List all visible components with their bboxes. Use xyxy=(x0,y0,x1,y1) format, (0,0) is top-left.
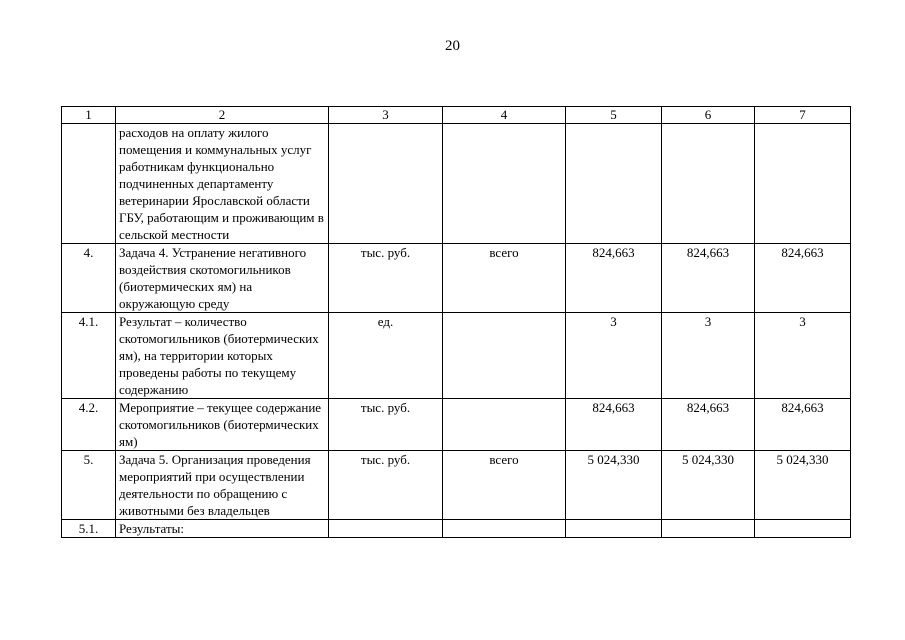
row-number: 5.1. xyxy=(62,520,116,538)
column-header-7: 7 xyxy=(755,107,851,124)
column-header-1: 1 xyxy=(62,107,116,124)
row-unit xyxy=(329,124,443,244)
column-header-5: 5 xyxy=(566,107,662,124)
row-value-7: 824,663 xyxy=(755,399,851,451)
row-source xyxy=(443,399,566,451)
row-name: Задача 5. Организация проведения мероприятий при осуществлении деятельности по обращению с животными без владельцев xyxy=(116,451,329,520)
row-unit xyxy=(329,520,443,538)
table-row xyxy=(62,124,851,244)
row-unit: ед. xyxy=(329,313,443,399)
column-header-4: 4 xyxy=(443,107,566,124)
row-name: Результат – количество скотомогильников (биотермических ям), на территории которых проведены работы по текущему содержанию xyxy=(116,313,329,399)
row-value-6: 824,663 xyxy=(662,399,755,451)
row-source xyxy=(443,313,566,399)
row-unit: тыс. руб. xyxy=(329,451,443,520)
row-value-5: 824,663 xyxy=(566,244,662,313)
row-value-6 xyxy=(662,124,755,244)
row-value-7 xyxy=(755,124,851,244)
row-number: 4. xyxy=(62,244,116,313)
row-source xyxy=(443,124,566,244)
row-number: 4.1. xyxy=(62,313,116,399)
row-value-7: 5 024,330 xyxy=(755,451,851,520)
row-name: Результаты: xyxy=(116,520,329,538)
row-value-7: 824,663 xyxy=(755,244,851,313)
row-unit: тыс. руб. xyxy=(329,244,443,313)
row-value-6 xyxy=(662,520,755,538)
table-row xyxy=(62,313,851,399)
row-value-6: 824,663 xyxy=(662,244,755,313)
column-header-2: 2 xyxy=(116,107,329,124)
row-name: Задача 4. Устранение негативного воздействия скотомогильников (биотермических ям) на окружающую среду xyxy=(116,244,329,313)
table-row xyxy=(62,520,851,538)
row-name: расходов на оплату жилого помещения и коммунальных услуг работникам функционально подчиненных департаменту ветеринарии Ярославской области ГБУ, работающим и проживающим в сельской местности xyxy=(116,124,329,244)
row-value-7: 3 xyxy=(755,313,851,399)
row-value-5: 824,663 xyxy=(566,399,662,451)
row-number: 4.2. xyxy=(62,399,116,451)
row-name: Мероприятие – текущее содержание скотомогильников (биотермических ям) xyxy=(116,399,329,451)
row-value-6: 5 024,330 xyxy=(662,451,755,520)
row-unit: тыс. руб. xyxy=(329,399,443,451)
program-table xyxy=(61,106,851,538)
row-number: 5. xyxy=(62,451,116,520)
row-number xyxy=(62,124,116,244)
table-row xyxy=(62,399,851,451)
row-value-6: 3 xyxy=(662,313,755,399)
table-row xyxy=(62,244,851,313)
row-source: всего xyxy=(443,451,566,520)
row-value-5 xyxy=(566,124,662,244)
row-value-5: 5 024,330 xyxy=(566,451,662,520)
column-header-3: 3 xyxy=(329,107,443,124)
row-source xyxy=(443,520,566,538)
header-row xyxy=(62,107,851,124)
table-row xyxy=(62,451,851,520)
row-value-7 xyxy=(755,520,851,538)
row-value-5 xyxy=(566,520,662,538)
row-source: всего xyxy=(443,244,566,313)
page-number: 20 xyxy=(445,38,460,54)
column-header-6: 6 xyxy=(662,107,755,124)
row-value-5: 3 xyxy=(566,313,662,399)
